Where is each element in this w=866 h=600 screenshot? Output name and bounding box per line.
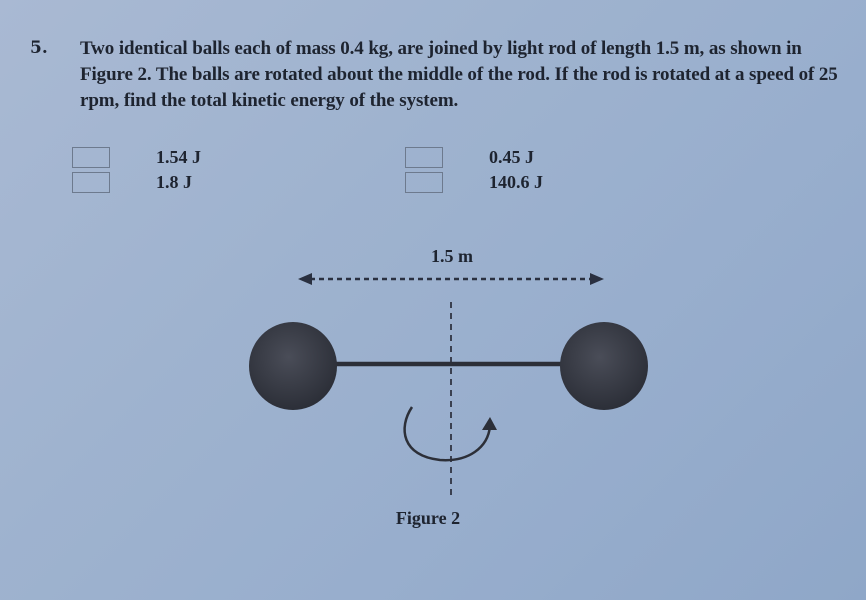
option-c-label: 0.45 J xyxy=(489,147,534,167)
option-d-label: 140.6 J xyxy=(489,172,543,192)
right-ball xyxy=(560,322,648,410)
figure-caption: Figure 2 xyxy=(395,508,461,528)
option-b-label: 1.8 J xyxy=(156,172,192,192)
dimension-label: 1.5 m xyxy=(431,246,473,266)
question-text: Two identical balls each of mass 0.4 kg, are joined by light rod of length 1.5 m, as shown in Figure 2. The balls are rotated about the middle of the rod. If the rod is rotated at a speed of 25 rpm, find the total kinetic energy of the system. xyxy=(80,38,838,111)
left-ball xyxy=(249,322,337,410)
option-a-label: 1.54 J xyxy=(156,147,201,167)
dimension-arrow xyxy=(298,273,604,285)
question-number: 5. xyxy=(30,38,48,58)
